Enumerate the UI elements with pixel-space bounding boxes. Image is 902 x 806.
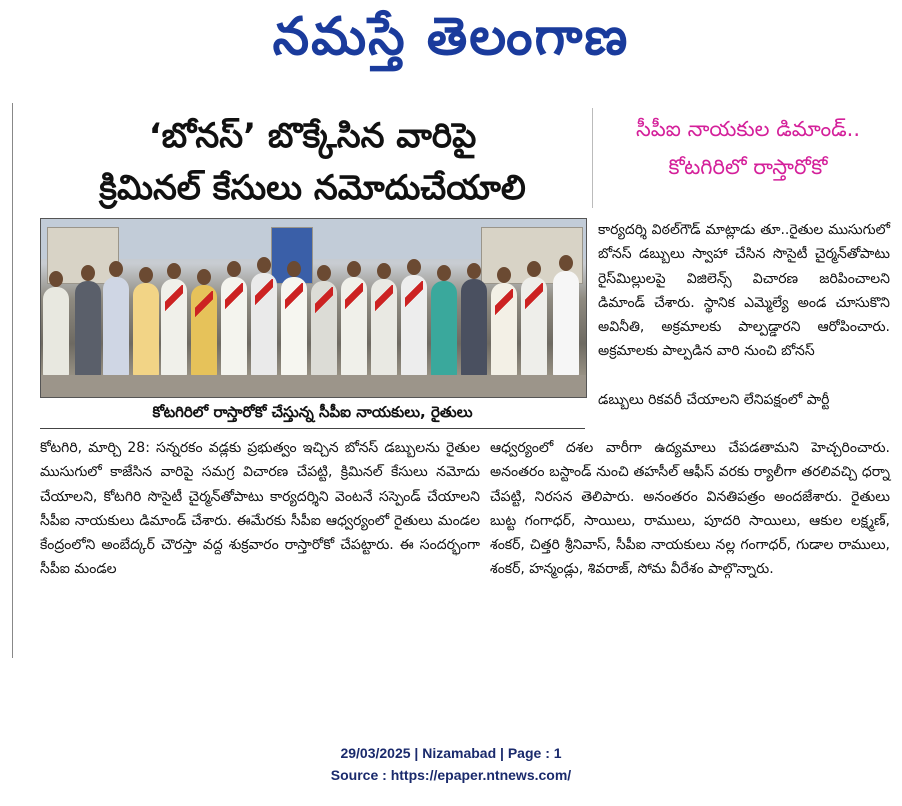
photo-person xyxy=(401,275,427,377)
subhead-line-1: సీపీఐ నాయకుల డిమాండ్.. xyxy=(635,117,861,141)
photo-person xyxy=(161,279,187,377)
photo-person xyxy=(43,287,69,377)
article-headline xyxy=(40,110,585,214)
column-divider-left xyxy=(12,103,13,658)
page-footer xyxy=(0,742,902,786)
article-column-right-top: కార్యదర్శి విఠల్‌గౌడ్ మాట్లాడు తూ..రైతుల ముసుగులో బోనస్ డబ్బులు స్వాహా చేసిన సొసైటీ చైర్మన్‌తోపాటు రైస్‌మిల్లులపై విజిలెన్స్ విచారణ జరిపించాలని డిమాండ్ చేశారు. స్థానిక ఎమ్మెల్యే అండ చూసుకొని అవినీతి, అక్రమాలకు పాల్పడ్డారని ఆరోపించారు. అక్రమాలకు పాల్పడిన వారి నుంచి బోనస్ xyxy=(598,222,890,360)
photo-person xyxy=(371,279,397,377)
article-column-right-bottom: ఆధ్వర్యంలో దశల వారీగా ఉద్యమాలు చేపడతామని హెచ్చరించారు. అనంతరం బస్టాండ్ నుంచి తహసీల్ ఆఫీస్ వరకు ర్యాలీగా తరలివచ్చి ధర్నా చేపట్టి, నిరసన తెలిపారు. అనంతరం వినతిపత్రం అందజేశారు. రైతులు బుట్ట గంగాధర్, సాయిలు, రాములు, పూదరి సాయిలు, ఆకుల లక్ష్మణ్, శంకర్, చిత్తరి శ్రీనివాస్, సీపీఐ నాయకులు నల్ల గంగాధర్, గుడాల రాములు, శంకర్, హన్మండ్లు, శివరాజ్, సోమ వీరేశం పాల్గొన్నారు. xyxy=(490,440,890,578)
photo-person xyxy=(553,271,579,377)
photo-person xyxy=(133,283,159,377)
headline-line-1: ‘బోనస్’ బొక్కేసిన వారిపై xyxy=(148,116,477,156)
column-divider-mid xyxy=(592,108,593,208)
photo-person xyxy=(103,277,129,377)
photo-road xyxy=(41,375,586,397)
photo-person xyxy=(311,281,337,377)
article-subheadline xyxy=(598,110,898,186)
footer-source-link[interactable]: Source : https://epaper.ntnews.com/ xyxy=(330,767,572,783)
newspaper-masthead: నమస్తే తెలంగాణ xyxy=(272,6,630,67)
photo-caption: కోటగిరిలో రాస్తారోకో చేస్తున్న సీపీఐ నాయకులు, రైతులు xyxy=(152,403,473,421)
news-photo xyxy=(40,218,587,398)
headline-line-2: క్రిమినల్ కేసులు నమోదుచేయాలి xyxy=(99,168,526,208)
photo-person xyxy=(431,281,457,377)
photo-person xyxy=(251,273,277,377)
photo-person xyxy=(461,279,487,377)
photo-person xyxy=(521,277,547,377)
subhead-line-2: కోటగిరిలో రాస్తారోకో xyxy=(668,155,828,179)
photo-crowd xyxy=(41,257,586,377)
photo-person xyxy=(191,285,217,377)
photo-person xyxy=(221,277,247,377)
photo-person xyxy=(491,283,517,377)
photo-person xyxy=(75,281,101,377)
article-column-right-mid: డబ్బులు రికవరీ చేయాలని లేనిపక్షంలో పార్టీ xyxy=(598,392,830,408)
footer-edition-info: 29/03/2025 | Nizamabad | Page : 1 xyxy=(340,745,562,761)
article-column-left: కోటగిరి, మార్చి 28: సన్నరకం వడ్లకు ప్రభుత్వం ఇచ్చిన బోనస్ డబ్బులను రైతుల ముసుగులో కాజేసిన వారిపై సమగ్ర విచారణ చేపట్టి, క్రిమినల్ కేసులు నమోదు చేయాలని, కోటగిరి సొసైటీ చైర్మన్‌తోపాటు కార్యదర్శిని వెంటనే సస్పెండ్ చేయాలని సీపీఐ నాయకులు డిమాండ్ చేశారు. ఈమేరకు సీపీఐ ఆధ్వర్యంలో రైతులు మండల కేంద్రంలోని అంబేద్కర్ చౌరస్తా వద్ద శుక్రవారం రాస్తారోకో చేపట్టారు. ఈ సందర్భంగా సీపీఐ మండల xyxy=(40,440,480,578)
caption-divider xyxy=(40,428,585,429)
photo-person xyxy=(341,277,367,377)
photo-person xyxy=(281,277,307,377)
